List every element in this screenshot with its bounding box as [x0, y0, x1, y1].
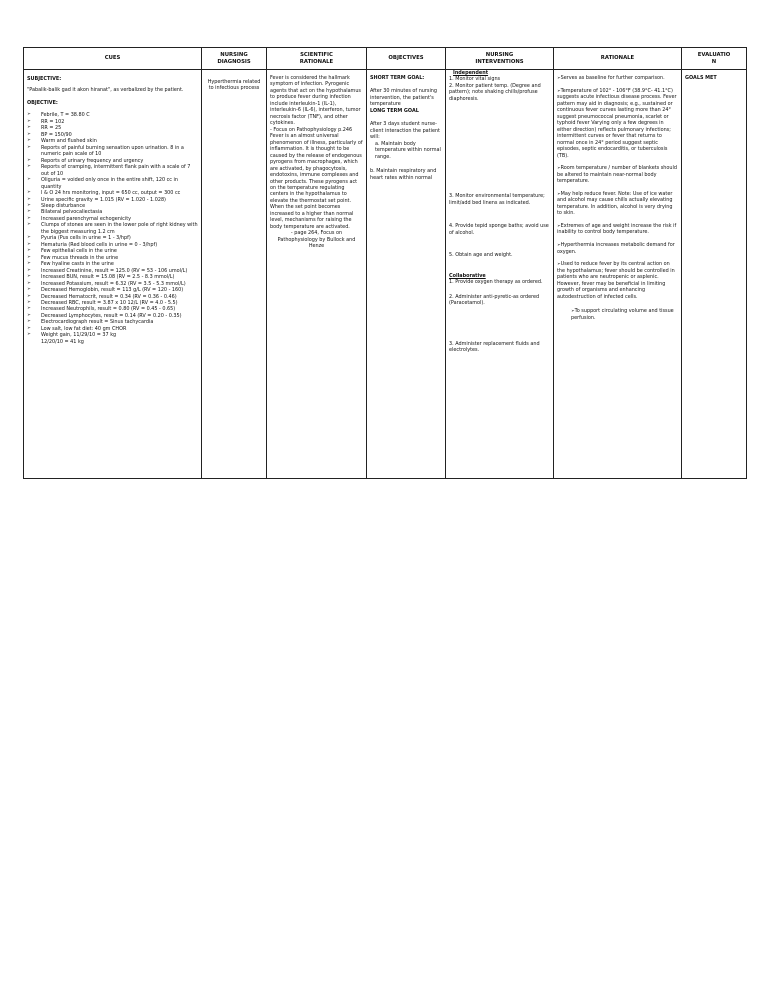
cue-item: ➢ I & O 24 hrs monitoring, input = 650 cc, output = 300 cc [27, 190, 198, 196]
cue-item: ➢ Urine specific gravity = 1.015 (RV = 1.020 - 1.028) [27, 197, 198, 203]
cue-item: ➢ Oliguria = voided only once in the entire shift, 120 cc in quantity [27, 177, 198, 190]
cue-item: ➢ Few mucus threads in the urine [27, 255, 198, 261]
collaborative-label: Collaborative [449, 272, 486, 279]
long-term-goal-text: After 3 days student nurse- client interaction the patient will: [370, 121, 440, 141]
cue-item: ➢ Electrocardiograph result = Sinus tachycardia [27, 319, 198, 325]
cue-item: ➢ Low salt, low fat diet: 40 gm CHOR [27, 326, 198, 332]
intervention-independent-2: 2. Monitor patient temp. (Degree and pattern); note shaking chills/profuse diaphoresis. [449, 82, 541, 102]
intervention-independent-5: 5. Obtain age and weight. [449, 252, 513, 259]
cue-item: ➢ RR = 102 [27, 119, 198, 125]
objective-cue-list [27, 112, 198, 338]
rationale-7: ➢ Used to reduce fever by its central action on the hypothalamus; fever should be controlled in patients who are neutropenic or asplenic. However, fever may be beneficial in limiting growth of organisms and enhancing autodestruction of infected cells. [557, 261, 678, 300]
subjective-statement: "Pabalik-balik gad it akon hiranat", as verbalized by the patient. [27, 87, 184, 94]
cue-item: ➢ Few hyaline casts in the urine [27, 261, 198, 267]
cue-item: ➢ Hematuria (Red blood cells in urine = 0 - 3/hpf) [27, 242, 198, 248]
cue-item: ➢ Increased Creatinine, result = 125.0 (RV = 53 - 106 umol/L) [27, 268, 198, 274]
rationale-8: ➢ To support circulating volume and tissue perfusion. [557, 308, 678, 321]
intervention-independent-3: 3. Monitor environmental temperature; limit/add bed linens as indicated. [449, 193, 545, 206]
cue-item: ➢ Few epithelial cells in the urine [27, 248, 198, 254]
header-objectives: OBJECTIVES [367, 48, 446, 70]
nursing-diagnosis-text: Hyperthermia related to infectious process [207, 79, 261, 92]
scientific-rationale-cell [267, 70, 367, 479]
header-nursing-diagnosis: NURSING DIAGNOSIS [202, 48, 267, 70]
care-plan-row [24, 70, 747, 479]
header-scientific-rationale: SCIENTIFIC RATIONALE [267, 48, 367, 70]
cue-item: ➢ BP = 150/90 [27, 132, 198, 138]
cue-item: ➢ Sleep disturbance [27, 203, 198, 209]
short-term-goal-text: After 30 minutes of nursing intervention, the patient's temperature [370, 88, 438, 108]
rationale-3: ➢ Room temperature / number of blankets should be altered to maintain near-normal body temperature. [557, 165, 678, 185]
header-cues: CUES [24, 48, 202, 70]
interventions-cell [446, 70, 554, 479]
header-row [24, 48, 747, 70]
subjective-label: SUBJECTIVE: [27, 76, 62, 82]
intervention-independent-4: 4. Provide tepid sponge baths; avoid use of alcohol. [449, 223, 549, 236]
long-term-goal-label: LONG TERM GOAL [370, 107, 419, 114]
cue-item: ➢ Weight gain, 11/29/10 = 37 kg [27, 332, 198, 338]
cue-item: ➢ Pyuria (Pus cells in urine = 1 - 3/hpf) [27, 235, 198, 241]
objective-label: OBJECTIVE: [27, 99, 58, 106]
cue-item: ➢ Clumps of stones are seen in the lower pole of right kidney with the biggest measuring 1.2 cm [27, 222, 198, 235]
goal-b: b. Maintain respiratory and heart rates within normal [370, 168, 437, 181]
diagnosis-cell [202, 70, 267, 479]
cue-item: ➢ Increased BUN, result = 15.08 (RV = 2.5 - 8.3 mmol/L) [27, 274, 198, 280]
rationale-6: ➢ Hyperthermia increases metabolic demand for oxygen. [557, 242, 678, 255]
cue-item: ➢ Increased Neutrophils, result = 0.80 (RV = 0.45 - 0.65) [27, 306, 198, 312]
intervention-collaborative-3: 3. Administer replacement fluids and electrolytes. [449, 340, 540, 354]
evaluation-cell [682, 70, 747, 479]
cues-cell [24, 70, 202, 479]
rationale-cell [554, 70, 682, 479]
scientific-rationale-paragraph-2: Fever is an almost universal phenomenon of illness, particularly of inflammation. It is thought to be caused by the release of endogenous pyrogens from macrophages, which are activated, by phagocytosis, endotoxins, immune complexes and other products. These pyrogens act on the temperature regulating centers in the hypothalamus to elevate the thermostat set point. When the set point becomes increased to a higher than normal level, mechanisms for raising the body temperature are activated. [270, 133, 363, 230]
nursing-care-plan-sheet [23, 47, 746, 479]
cue-item: ➢ Increased parenchymal echogenicity [27, 216, 198, 222]
cue-item: ➢ Decreased Lymphocytes, result = 0.14 (RV = 0.20 - 0.35) [27, 313, 198, 319]
cue-item: ➢ Reports of painful burning sensation upon urination. 8 in a numeric pain scale of 10 [27, 145, 198, 158]
cue-item: ➢ Decreased RBC, result = 3.87 x 10 12/L (RV = 4.0 - 5.5) [27, 300, 198, 306]
header-nursing-interventions: NURSING INTERVENTIONS [446, 48, 554, 70]
rationale-5: ➢ Extremes of age and weight increase the risk if inability to control body temperature. [557, 223, 678, 236]
cue-item: ➢ Decreased Hematocrit, result = 0.34 (RV = 0.36 - 0.46) [27, 294, 198, 300]
cue-item: ➢ Decreased Hemoglobin, result = 113 g/L (RV = 120 - 160) [27, 287, 198, 293]
cue-item: ➢ Increased Potassium, result = 6.32 (RV = 3.5 - 5.3 mmol/L) [27, 281, 198, 287]
cue-item: ➢ Febrile, T = 38.80 C [27, 112, 198, 118]
weight-followup: 12/20/10 = 41 kg [41, 338, 84, 345]
intervention-independent-1: 1. Monitor vital signs [449, 76, 501, 83]
evaluation-text: GOALS MET [685, 75, 717, 81]
header-evaluation: EVALUATIO N [682, 48, 747, 70]
cue-item: ➢ Reports of cramping, intermittent flank pain with a scale of 7 out of 10 [27, 164, 198, 177]
scientific-rationale-source-1: - Focus on Pathophysiology p.246 [270, 126, 353, 133]
rationale-1: ➢ Serves as baseline for further comparison. [557, 75, 678, 82]
header-rationale: RATIONALE [554, 48, 682, 70]
cue-item: ➢ Warm and flushed skin [27, 138, 198, 144]
rationale-2: ➢ Temperature of 102° - 106°F (38.9°C- 41.1°C) suggests acute infectious disease process. Fever pattern may aid in diagnosis; e.g., sustained or continuous fever curves lasting more than 24° suggest pneumococcal pneumonia, scarlet or typhoid fever Varying only a few degrees in either direction) reflects pulmonary infections; intermittent curves or fever that returns to normal once in 24° period suggest septic episodes, septic endocarditis, or tuberculosis (TB). [557, 88, 678, 159]
short-term-goal-label: SHORT TERM GOAL: [370, 75, 425, 81]
independent-label: Independent [453, 70, 489, 76]
scientific-rationale-paragraph-1: Fever is considered the hallmark symptom of infection. Pyrogenic agents that act on the hypothalamus to produce fever during infection include interleukin-1 (IL-1), interleukin-6 (IL-6), interferon, tumor necrosis factor (TNF), and other cytokines. [270, 75, 361, 127]
intervention-collaborative-1: 1. Provide oxygen therapy as ordered. [449, 279, 543, 286]
cue-item: ➢ RR = 25 [27, 125, 198, 131]
nursing-care-plan-table [23, 47, 747, 479]
rationale-4: ➢ May help reduce fever. Note: Use of ice water and alcohol may cause chills actually elevating temperature. In addition, alcohol is very drying to skin. [557, 191, 678, 217]
objectives-cell [367, 70, 446, 479]
cue-item: ➢ Bilateral pelvocaliectasia [27, 209, 198, 215]
intervention-collaborative-2: 2. Administer anti-pyretic-as ordered (Paracetamol). [449, 293, 540, 307]
scientific-rationale-source-2: - page 264, Focus on Pathophysiology by Bullock and Henze [277, 230, 356, 250]
goal-a: a. Maintain body temperature within normal range. [375, 140, 441, 160]
cue-item: ➢ Reports of urinary frequency and urgency [27, 158, 198, 164]
